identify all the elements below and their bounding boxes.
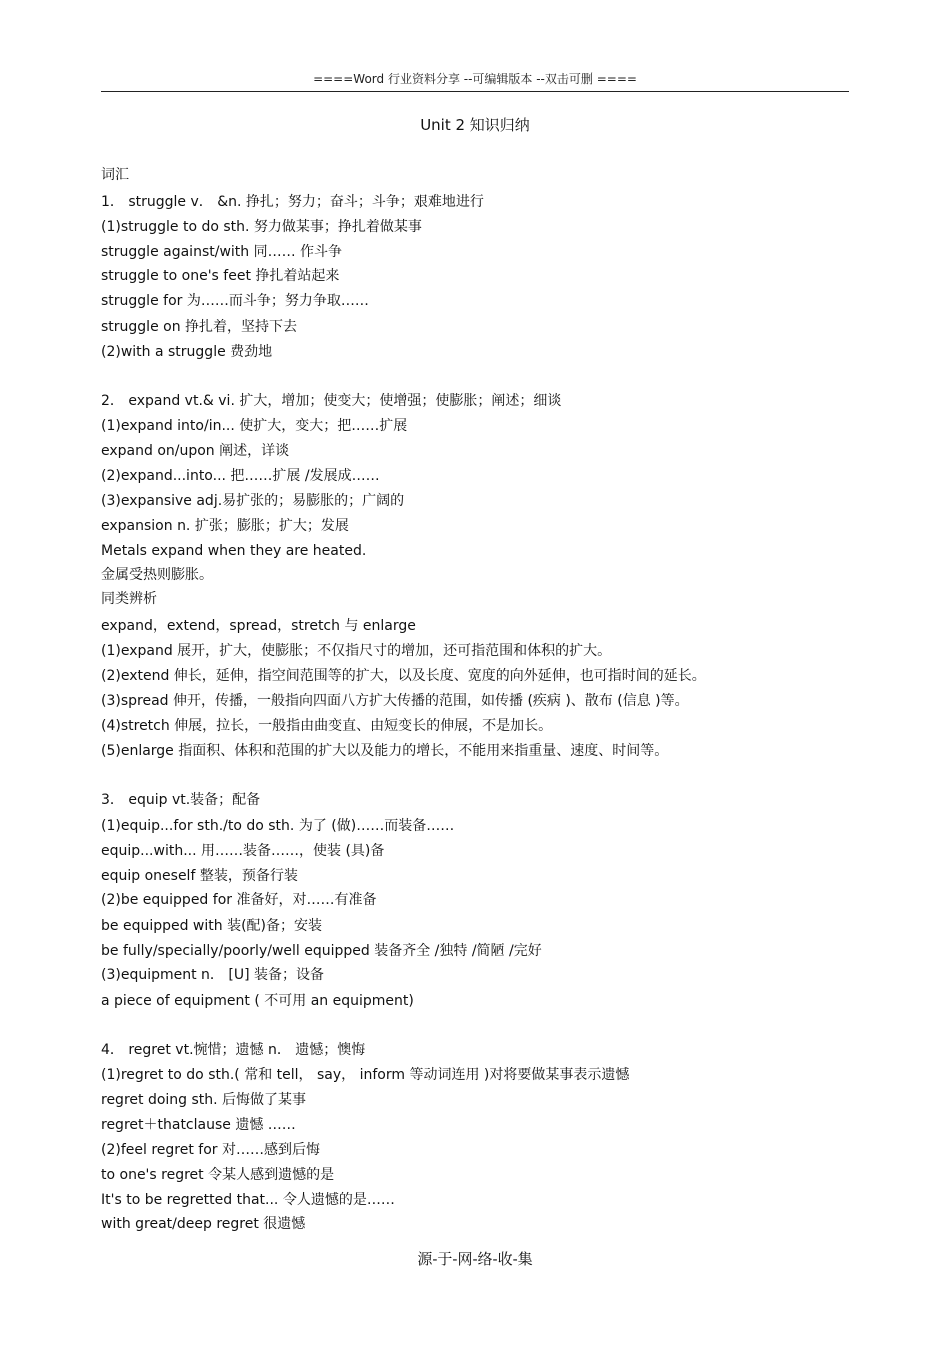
text-line: (3)equipment n． [U] 装备；设备	[101, 967, 324, 983]
text-line: (2)with a struggle 费劲地	[101, 344, 273, 360]
text-line: with great/deep regret 很遗憾	[101, 1216, 306, 1232]
section-label-comparison: 同类辨析	[101, 591, 157, 607]
entry-heading-equip: 3． equip vt.装备；配备	[101, 792, 261, 808]
text-line: (1)expand into/in... 使扩大，变大；把……扩展	[101, 418, 408, 434]
text-line: (5)enlarge 指面积、体积和范围的扩大以及能力的增长，不能用来指重量、速度、时间等。	[101, 743, 669, 759]
text-line: regret doing sth. 后悔做了某事	[101, 1092, 307, 1108]
text-line: be fully/specially/poorly/well equipped 装备齐全 /独特 /简陋 /完好	[101, 943, 542, 959]
text-line: struggle against/with 同…… 作斗争	[101, 244, 343, 260]
text-line: expand on/upon 阐述，详谈	[101, 443, 290, 459]
entry-heading-regret: 4． regret vt.惋惜；遗憾 n． 遗憾；懊悔	[101, 1042, 366, 1058]
page-footer: 源-于-网-络-收-集	[417, 1250, 533, 1268]
example-translation: 金属受热则膨胀。	[101, 567, 213, 583]
text-line: (3)spread 伸开，传播，一般指向四面八方扩大传播的范围，如传播 (疾病 )、散布 (信息 )等。	[101, 693, 689, 709]
section-label-vocabulary: 词汇	[101, 167, 129, 183]
text-line: (2)feel regret for 对……感到后悔	[101, 1142, 320, 1158]
page-title: Unit 2 知识归纳	[420, 116, 530, 134]
text-line: (4)stretch 伸展，拉长，一般指由曲变直、由短变长的伸展，不是加长。	[101, 718, 553, 734]
text-line: be equipped with 装(配)备；安装	[101, 918, 323, 934]
page-header: ====Word 行业资料分享 --可编辑版本 --双击可删 ====	[313, 72, 637, 86]
example-sentence: Metals expand when they are heated.	[101, 543, 367, 559]
text-line: (1)equip...for sth./to do sth. 为了 (做)……而装备……	[101, 818, 455, 834]
text-line: (3)expansive adj.易扩张的；易膨胀的；广阔的	[101, 493, 405, 509]
text-line: (1)regret to do sth.( 常和 tell， say， inform 等动词连用 )对将要做某事表示遗憾	[101, 1067, 630, 1083]
text-line: (1)expand 展开，扩大，使膨胀；不仅指尺寸的增加，还可指范围和体积的扩大。	[101, 643, 612, 659]
text-line: to one's regret 令某人感到遗憾的是	[101, 1167, 335, 1183]
header-divider	[101, 91, 849, 92]
entry-heading-expand: 2． expand vt.& vi. 扩大，增加；使变大；使增强；使膨胀；阐述；细谈	[101, 393, 562, 409]
entry-heading-struggle: 1． struggle v． &n. 挣扎；努力；奋斗；斗争；艰难地进行	[101, 194, 484, 210]
text-line: equip oneself 整装，预备行装	[101, 868, 298, 884]
text-line: struggle to one's feet 挣扎着站起来	[101, 268, 340, 284]
text-line: struggle for 为……而斗争；努力争取……	[101, 293, 369, 309]
text-line: (2)expand...into... 把……扩展 /发展成……	[101, 468, 380, 484]
text-line: expansion n. 扩张；膨胀；扩大；发展	[101, 518, 349, 534]
text-line: (2)extend 伸长，延伸，指空间范围等的扩大，以及长度、宽度的向外延伸，也可指时间的延长。	[101, 668, 706, 684]
text-line: equip...with... 用……装备……，使装 (具)备	[101, 843, 385, 859]
text-line: a piece of equipment ( 不可用 an equipment)	[101, 993, 414, 1009]
text-line: (2)be equipped for 准备好，对……有准备	[101, 892, 377, 908]
text-line: regret＋thatclause 遗憾 ……	[101, 1117, 296, 1133]
text-line: (1)struggle to do sth. 努力做某事；挣扎着做某事	[101, 219, 422, 235]
text-line: struggle on 挣扎着，坚持下去	[101, 319, 298, 335]
text-line: It's to be regretted that... 令人遗憾的是……	[101, 1192, 395, 1208]
text-line: expand，extend，spread，stretch 与 enlarge	[101, 618, 416, 634]
